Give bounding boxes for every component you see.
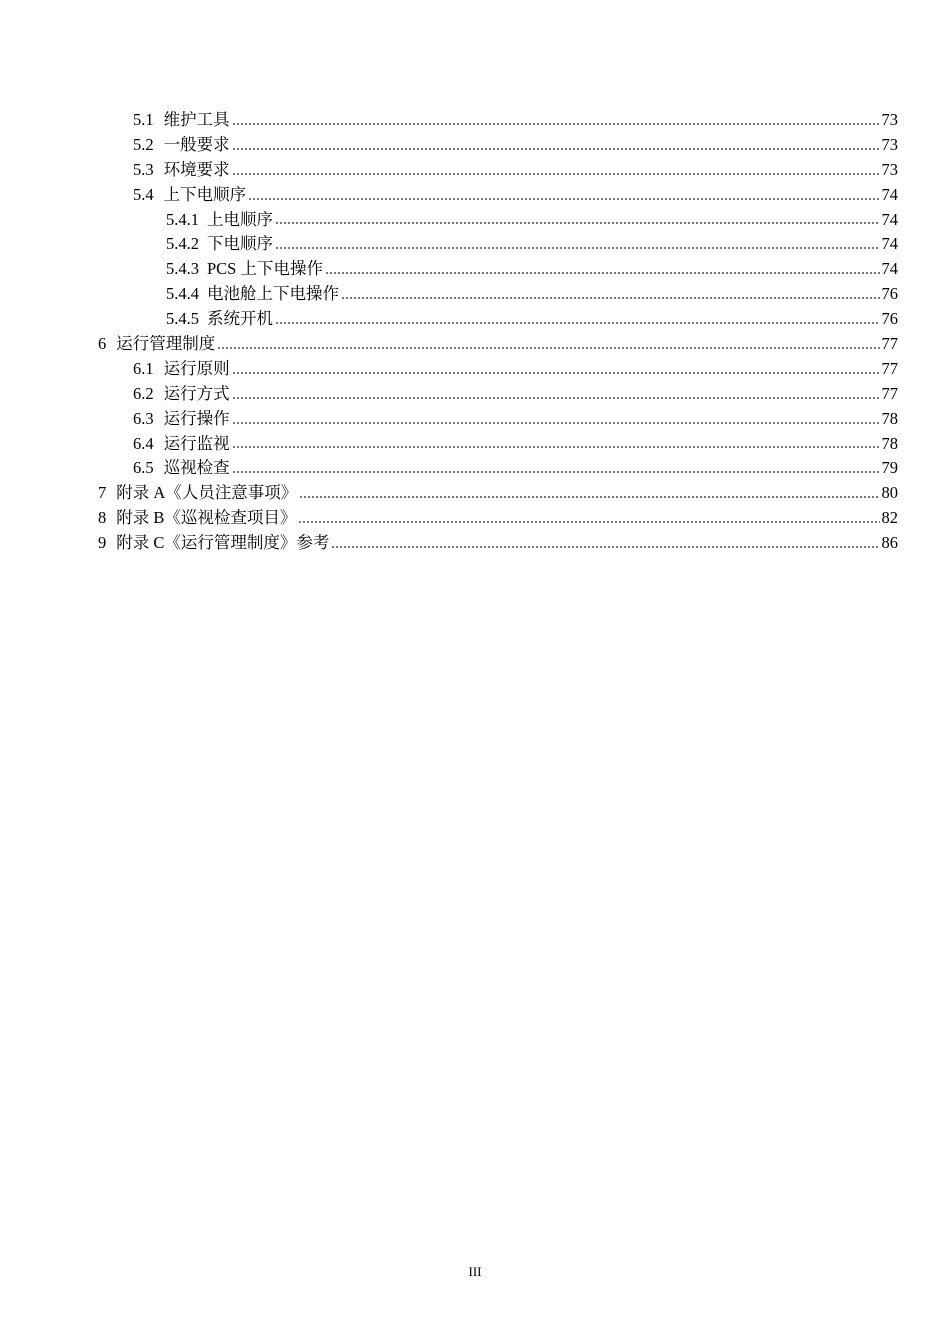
toc-entry-text: 附录 B《巡视检查项目》 <box>116 508 297 528</box>
toc-entry-number: 6.4 <box>133 433 154 453</box>
toc-entry-title <box>98 481 297 506</box>
toc-entry-page: 77 <box>881 383 898 403</box>
toc-dot-leader <box>341 297 880 299</box>
toc-entry-page: 73 <box>881 159 898 179</box>
toc-entry-text: 环境要求 <box>163 159 230 179</box>
toc-entry-text: 上电顺序 <box>207 209 273 229</box>
toc-entry-page: 74 <box>881 209 898 229</box>
toc-entry-title <box>98 332 215 357</box>
toc-entry[interactable] <box>98 257 898 282</box>
toc-entry-text: 附录 A《人员注意事项》 <box>116 483 298 503</box>
toc-entry-text: 电池舱上下电操作 <box>207 284 339 304</box>
toc-entry-number: 6.2 <box>133 383 154 403</box>
toc-entry-page: 74 <box>881 184 898 204</box>
toc-entry-number: 5.3 <box>133 159 154 179</box>
toc-dot-leader <box>275 222 880 224</box>
toc-entry-text: 上下电顺序 <box>163 184 247 204</box>
toc-entry-page: 86 <box>881 533 898 553</box>
toc-entry-page: 73 <box>881 134 898 154</box>
toc-entry-title <box>166 208 273 233</box>
toc-entry-text: 运行原则 <box>163 358 230 378</box>
toc-entry-number: 5.4 <box>133 184 154 204</box>
table-of-contents <box>98 108 898 556</box>
toc-dot-leader <box>331 546 879 548</box>
toc-entry-title <box>98 506 296 531</box>
toc-entry-title <box>133 108 230 133</box>
toc-entry[interactable] <box>98 133 898 158</box>
toc-entry-text: 附录 C《运行管理制度》参考 <box>116 533 330 553</box>
toc-entry-number: 6.5 <box>133 458 154 478</box>
toc-entry-page: 73 <box>881 110 898 129</box>
toc-dot-leader <box>275 322 880 324</box>
toc-dot-leader <box>232 397 880 399</box>
toc-entry-number: 6.1 <box>133 358 154 378</box>
toc-entry-page: 78 <box>881 433 898 453</box>
toc-entry-title <box>98 531 329 556</box>
toc-entry-title <box>166 282 339 307</box>
toc-entry-title <box>166 257 323 282</box>
toc-dot-leader <box>232 471 880 473</box>
toc-entry-page: 78 <box>881 408 898 428</box>
toc-entry-page: 74 <box>881 234 898 254</box>
toc-entry-page: 79 <box>881 458 898 478</box>
toc-entry[interactable] <box>98 208 898 233</box>
toc-entry[interactable] <box>98 357 898 382</box>
toc-entry-title <box>133 133 230 158</box>
toc-entry[interactable] <box>98 232 898 257</box>
toc-entry-title <box>133 382 230 407</box>
toc-entry-page: 80 <box>881 483 898 503</box>
toc-dot-leader <box>232 372 880 374</box>
toc-entry[interactable] <box>98 158 898 183</box>
toc-entry[interactable] <box>98 432 898 457</box>
toc-entry-title <box>133 158 230 183</box>
toc-entry[interactable] <box>98 456 898 481</box>
toc-entry[interactable] <box>98 108 898 133</box>
toc-entry[interactable] <box>98 481 898 506</box>
toc-entry-title <box>133 183 246 208</box>
toc-entry[interactable] <box>98 307 898 332</box>
toc-entry[interactable] <box>98 382 898 407</box>
page-number: III <box>468 1264 482 1279</box>
toc-entry-text: 运行管理制度 <box>116 334 216 354</box>
toc-entry-text: 维护工具 <box>163 110 230 129</box>
toc-dot-leader <box>299 496 879 498</box>
toc-entry-number: 5.2 <box>133 134 154 154</box>
toc-entry-title <box>166 307 273 332</box>
toc-dot-leader <box>232 173 880 175</box>
toc-dot-leader <box>232 446 880 448</box>
toc-entry-number: 5.4.4 <box>166 284 199 304</box>
toc-entry-page: 77 <box>881 334 898 354</box>
toc-dot-leader <box>232 422 880 424</box>
toc-entry[interactable] <box>98 332 898 357</box>
toc-entry-number: 6.3 <box>133 408 154 428</box>
toc-entry-text: 一般要求 <box>163 134 230 154</box>
toc-entry-page: 76 <box>881 284 898 304</box>
toc-entry[interactable] <box>98 506 898 531</box>
toc-dot-leader <box>298 521 879 523</box>
toc-entry-number: 8 <box>98 508 107 528</box>
toc-entry-title <box>133 432 230 457</box>
toc-dot-leader <box>248 198 879 200</box>
toc-entry-number: 6 <box>98 334 107 354</box>
toc-entry-title <box>166 232 273 257</box>
toc-entry-page: 82 <box>881 508 898 528</box>
toc-entry-number: 7 <box>98 483 107 503</box>
toc-entry[interactable] <box>98 407 898 432</box>
toc-dot-leader <box>325 272 880 274</box>
toc-dot-leader <box>232 123 880 125</box>
toc-entry-page: 77 <box>881 358 898 378</box>
toc-entry-number: 5.4.5 <box>166 309 199 329</box>
toc-entry-text: 运行操作 <box>163 408 230 428</box>
toc-entry-number: 5.1 <box>133 110 154 129</box>
toc-dot-leader <box>217 347 879 349</box>
toc-entry-number: 5.4.3 <box>166 259 199 279</box>
toc-entry-text: 运行方式 <box>163 383 230 403</box>
toc-entry-text: 下电顺序 <box>207 234 273 254</box>
toc-entry-number: 5.4.1 <box>166 209 199 229</box>
toc-entry-title <box>133 456 230 481</box>
toc-entry-number: 5.4.2 <box>166 234 199 254</box>
toc-entry-page: 74 <box>881 259 898 279</box>
toc-entry-page: 76 <box>881 309 898 329</box>
toc-entry-text: 运行监视 <box>163 433 230 453</box>
toc-entry-text: 巡视检查 <box>163 458 230 478</box>
toc-dot-leader <box>275 247 880 249</box>
toc-entry-title <box>133 357 230 382</box>
toc-entry-number: 9 <box>98 533 107 553</box>
toc-entry[interactable] <box>98 282 898 307</box>
toc-entry[interactable] <box>98 531 898 556</box>
toc-entry-text: PCS 上下电操作 <box>207 259 323 279</box>
toc-dot-leader <box>232 148 880 150</box>
toc-entry-text: 系统开机 <box>207 309 273 329</box>
toc-entry[interactable] <box>98 183 898 208</box>
toc-entry-title <box>133 407 230 432</box>
